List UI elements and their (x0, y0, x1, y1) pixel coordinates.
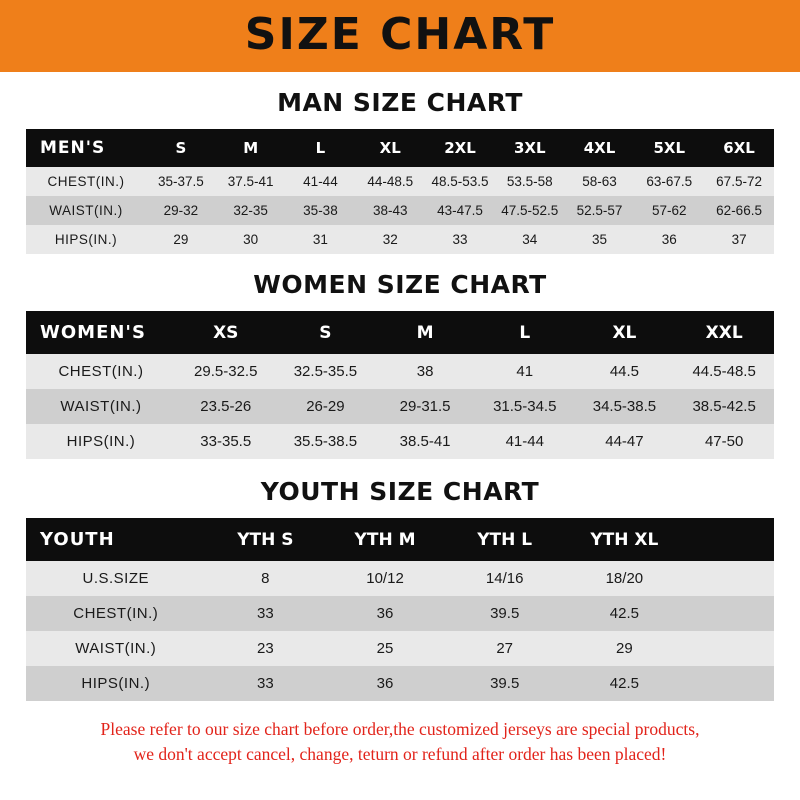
row-label: HIPS(IN.) (26, 666, 206, 701)
table-cell-empty (684, 666, 774, 701)
man-header-cell: 4XL (565, 129, 635, 167)
table-cell: 35-37.5 (146, 167, 216, 196)
row-label: WAIST(IN.) (26, 389, 176, 424)
table-cell: 35.5-38.5 (276, 424, 376, 459)
table-row (26, 225, 774, 254)
table-cell: 53.5-58 (495, 167, 565, 196)
table-cell: 38 (375, 354, 475, 389)
table-cell: 42.5 (565, 596, 685, 631)
table-cell: 33 (206, 666, 326, 701)
women-header-cell: L (475, 311, 575, 354)
row-label: HIPS(IN.) (26, 424, 176, 459)
table-cell: 29-32 (146, 196, 216, 225)
table-cell: 23 (206, 631, 326, 666)
table-cell: 29 (146, 225, 216, 254)
table-cell: 47-50 (674, 424, 774, 459)
table-cell: 44.5 (575, 354, 675, 389)
table-cell: 33 (206, 596, 326, 631)
table-row (26, 596, 774, 631)
women-size-table (26, 311, 774, 459)
women-header-cell: WOMEN'S (26, 311, 176, 354)
women-header-cell: XL (575, 311, 675, 354)
man-header-cell: M (216, 129, 286, 167)
table-cell: 36 (325, 596, 445, 631)
table-cell: 36 (634, 225, 704, 254)
table-cell: 10/12 (325, 561, 445, 596)
youth-header-cell: YTH S (206, 518, 326, 561)
table-cell: 58-63 (565, 167, 635, 196)
table-cell: 41 (475, 354, 575, 389)
women-header-cell: XXL (674, 311, 774, 354)
table-header-row (26, 129, 774, 167)
page-title: SIZE CHART (244, 9, 556, 60)
table-cell: 29.5-32.5 (176, 354, 276, 389)
table-cell: 34.5-38.5 (575, 389, 675, 424)
man-header-cell: 3XL (495, 129, 565, 167)
table-row (26, 389, 774, 424)
table-cell: 37.5-41 (216, 167, 286, 196)
youth-header-cell: YTH XL (565, 518, 685, 561)
row-label: CHEST(IN.) (26, 354, 176, 389)
table-cell: 31 (286, 225, 356, 254)
order-policy-note (26, 717, 774, 768)
youth-header-spacer (684, 518, 774, 561)
table-cell: 39.5 (445, 666, 565, 701)
table-cell: 32.5-35.5 (276, 354, 376, 389)
note-line-2: we don't accept cancel, change, teturn or refund after order has been placed! (133, 744, 667, 765)
table-row (26, 631, 774, 666)
women-header-cell: XS (176, 311, 276, 354)
row-label: U.S.SIZE (26, 561, 206, 596)
youth-header-cell: YOUTH (26, 518, 206, 561)
table-row (26, 167, 774, 196)
table-cell: 41-44 (475, 424, 575, 459)
table-cell: 36 (325, 666, 445, 701)
table-cell: 27 (445, 631, 565, 666)
table-row (26, 424, 774, 459)
youth-section-title: YOUTH SIZE CHART (260, 477, 540, 506)
table-cell-empty (684, 596, 774, 631)
man-section-title: MAN SIZE CHART (277, 88, 523, 117)
table-cell: 42.5 (565, 666, 685, 701)
man-header-cell: S (146, 129, 216, 167)
table-cell: 25 (325, 631, 445, 666)
man-header-cell: XL (355, 129, 425, 167)
man-header-cell: 5XL (634, 129, 704, 167)
table-cell: 38.5-41 (375, 424, 475, 459)
table-row (26, 666, 774, 701)
banner-center (40, 0, 760, 72)
man-header-cell: 2XL (425, 129, 495, 167)
header-banner (0, 0, 800, 72)
table-cell: 39.5 (445, 596, 565, 631)
table-cell: 62-66.5 (704, 196, 774, 225)
table-cell: 38-43 (355, 196, 425, 225)
table-cell: 32-35 (216, 196, 286, 225)
banner-left-fill (0, 0, 40, 72)
table-cell: 44-48.5 (355, 167, 425, 196)
table-cell: 23.5-26 (176, 389, 276, 424)
man-header-cell: L (286, 129, 356, 167)
table-row (26, 196, 774, 225)
row-label: CHEST(IN.) (26, 167, 146, 196)
table-cell-empty (684, 561, 774, 596)
man-header-cell: MEN'S (26, 129, 146, 167)
women-header-cell: S (276, 311, 376, 354)
table-cell: 43-47.5 (425, 196, 495, 225)
man-header-cell: 6XL (704, 129, 774, 167)
table-cell: 57-62 (634, 196, 704, 225)
table-cell: 37 (704, 225, 774, 254)
table-cell: 34 (495, 225, 565, 254)
table-cell: 35-38 (286, 196, 356, 225)
youth-size-table (26, 518, 774, 701)
table-cell: 35 (565, 225, 635, 254)
table-cell-empty (684, 631, 774, 666)
row-label: WAIST(IN.) (26, 631, 206, 666)
table-cell: 33-35.5 (176, 424, 276, 459)
table-cell: 31.5-34.5 (475, 389, 575, 424)
table-cell: 14/16 (445, 561, 565, 596)
table-cell: 8 (206, 561, 326, 596)
content-area (0, 88, 800, 768)
table-cell: 33 (425, 225, 495, 254)
table-header-row (26, 518, 774, 561)
youth-header-cell: YTH L (445, 518, 565, 561)
youth-header-cell: YTH M (325, 518, 445, 561)
women-section-title: WOMEN SIZE CHART (253, 270, 547, 299)
table-cell: 44-47 (575, 424, 675, 459)
table-row (26, 354, 774, 389)
note-line-1: Please refer to our size chart before order,the customized jerseys are special products, (100, 719, 700, 739)
table-row (26, 561, 774, 596)
table-cell: 29-31.5 (375, 389, 475, 424)
row-label: WAIST(IN.) (26, 196, 146, 225)
table-cell: 32 (355, 225, 425, 254)
table-cell: 30 (216, 225, 286, 254)
man-size-table (26, 129, 774, 254)
table-cell: 47.5-52.5 (495, 196, 565, 225)
table-cell: 26-29 (276, 389, 376, 424)
row-label: CHEST(IN.) (26, 596, 206, 631)
table-cell: 41-44 (286, 167, 356, 196)
women-header-cell: M (375, 311, 475, 354)
table-cell: 29 (565, 631, 685, 666)
table-cell: 52.5-57 (565, 196, 635, 225)
table-cell: 38.5-42.5 (674, 389, 774, 424)
table-cell: 67.5-72 (704, 167, 774, 196)
table-header-row (26, 311, 774, 354)
table-cell: 48.5-53.5 (425, 167, 495, 196)
banner-right-fill (760, 0, 800, 72)
row-label: HIPS(IN.) (26, 225, 146, 254)
table-cell: 63-67.5 (634, 167, 704, 196)
table-cell: 18/20 (565, 561, 685, 596)
table-cell: 44.5-48.5 (674, 354, 774, 389)
